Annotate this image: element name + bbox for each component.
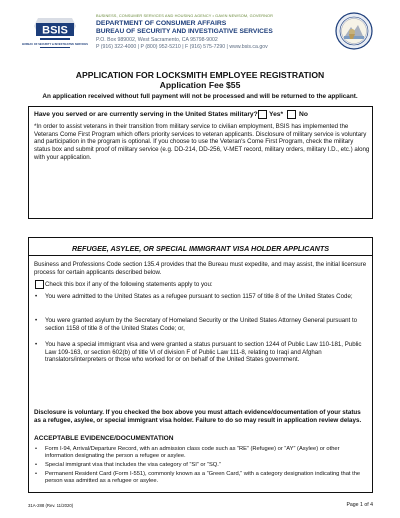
list-item: [35, 471, 369, 485]
statement-text: You were admitted to the United States as a refugee pursuant to section 1157 of title 8 of the United States Code;: [45, 293, 353, 300]
logo-subtext: BUREAU OF SECURITY & INVESTIGATIVE SERVICES: [22, 43, 88, 46]
refugee-section-title: REFUGEE, ASYLEE, OR SPECIAL IMMIGRANT VISA HOLDER APPLICANTS: [71, 244, 330, 253]
statement-text: You have a special immigrant visa and were granted a status pursuant to section 1244 of Public Law 110-181, Public Law 109-163, or section 602(b) of title VI of division F of Public Law 111-8, relating to Iraqi and Afghan translators/interpreters or those who worked for or on behalf of the United States government.: [45, 341, 362, 364]
military-no-label: No: [299, 111, 308, 118]
disclosure-notice: Disclosure is voluntary. If you checked the box above you must attach evidence/documentation of your status as a refugee, asylee, or special immigrant visa holder. Failure to do so may result in application review delays.: [34, 409, 362, 424]
military-service-section: [28, 106, 373, 219]
refugee-checkbox-label: Check this box if any of the following statements apply to you:: [45, 281, 213, 288]
veterans-program-text: *In order to assist veterans in their transition from military service to civilian employment, BSIS has implemented the Veterans Come First Program which offers priority services to veteran applicants. Disclosure of military service is voluntary and participation in the program is optional. If you choose to use the Veteran's Come First Program, check the military status box and submit proof of military service (e.g. DD-214, DD-256, V-MET record, military orders, military I.D., etc.) along with your application.: [34, 123, 370, 161]
evidence-text: Permanent Resident Card (Form I-551), commonly known as a “Green Card,” with a category designation indicating that the person was admitted as a refugee or asylee.: [45, 471, 361, 484]
department-name: DEPARTMENT OF CONSUMER AFFAIRS: [96, 20, 227, 27]
agency-line: BUSINESS, CONSUMER SERVICES AND HOUSING AGENCY • GAVIN NEWSOM, GOVERNOR: [96, 13, 274, 18]
refugee-status-checkbox[interactable]: [35, 280, 44, 289]
state-seal-icon: [335, 12, 373, 50]
military-yes-checkbox[interactable]: [258, 110, 267, 119]
refugee-asylee-section: [28, 237, 373, 493]
bureau-address: P.O. Box 989002, West Sacramento, CA 95798-9002: [96, 36, 218, 43]
letterhead: [96, 13, 324, 50]
bureau-name: BUREAU OF SECURITY AND INVESTIGATIVE SERVICES: [96, 28, 273, 35]
list-item: [35, 462, 369, 469]
bullet-icon: •: [35, 471, 38, 477]
bullet-icon: •: [35, 462, 38, 468]
evidence-text: Form I-94, Arrival/Departure Record, with an admission class code such as “RE” (Refugee) or “AY” (Asylee) or other information designating the person a refugee or asylee.: [45, 446, 340, 459]
bullet-icon: •: [35, 317, 38, 324]
list-item: [35, 446, 369, 460]
evidence-text: Special immigrant visa that includes the visa category of “SI” or “SQ.”: [45, 462, 221, 468]
list-item: [35, 341, 369, 364]
bullet-icon: •: [35, 446, 38, 452]
section-divider: [29, 255, 372, 256]
list-item: [35, 293, 369, 301]
application-fee: Application Fee $55: [159, 80, 241, 90]
bullet-icon: •: [35, 293, 38, 300]
military-question: Have you served or are currently serving in the United States military?: [34, 111, 258, 118]
list-item: [35, 317, 369, 332]
military-yes-label: Yes*: [269, 111, 284, 118]
bsis-logo: [22, 14, 88, 54]
military-no-checkbox[interactable]: [287, 110, 296, 119]
page-number: Page 1 of 4: [346, 502, 373, 508]
payment-notice: An application received without full payment will not be processed and will be returned to the applicant.: [42, 93, 358, 100]
logo-text: BSIS: [42, 24, 68, 37]
bullet-icon: •: [35, 341, 38, 348]
statement-text: You were granted asylum by the Secretary of Homeland Security or the United States Attorney General pursuant to section 1158 of title 8 of the United States Code; or,: [45, 317, 358, 332]
evidence-heading: ACCEPTABLE EVIDENCE/DOCUMENTATION: [34, 435, 174, 442]
form-title: APPLICATION FOR LOCKSMITH EMPLOYEE REGISTRATION: [75, 70, 325, 80]
bureau-contact: P (916) 322-4000 | P (800) 952-5210 | F (916) 575-7290 | www.bsis.ca.gov: [96, 44, 268, 50]
form-id: 31A-288 (Rev. 11/2020): [28, 503, 74, 508]
refugee-intro: Business and Professions Code section 135.4 provides that the Bureau must expedite, and may assist, the initial licensure process for certain applicants described below.: [34, 261, 367, 276]
